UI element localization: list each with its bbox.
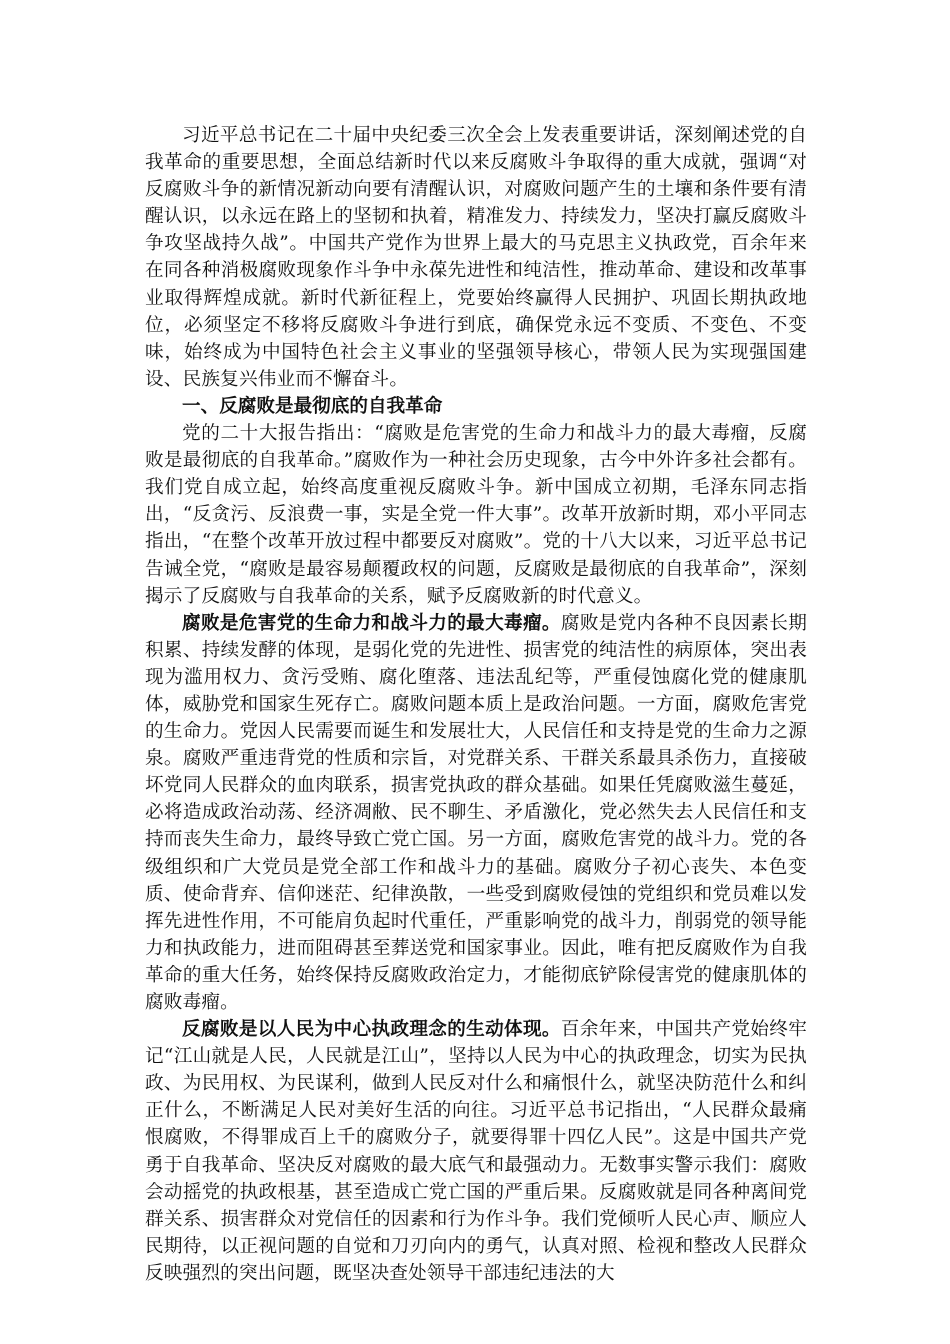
paragraph-3-lead: 反腐败是以人民为中心执政理念的生动体现。 bbox=[182, 1019, 561, 1041]
paragraph-2-lead: 腐败是危害党的生命力和战斗力的最大毒瘤。 bbox=[182, 612, 561, 634]
paragraph-3 bbox=[145, 1016, 807, 1287]
paragraph-1: 党的二十大报告指出：“腐败是危害党的生命力和战斗力的最大毒瘤，反腐败是最彻底的自我革命。”腐败作为一种社会历史现象，古今中外许多社会都有。我们党自成立起，始终高度重视反腐败斗争。新中国成立初期，毛泽东同志指出，“反贪污、反浪费一事，实是全党一件大事”。改革开放新时期，邓小平同志指出，“在整个改革开放过程中都要反对腐败”。党的十八大以来，习近平总书记告诫全党，“腐败是最容易颠覆政权的问题，反腐败是最彻底的自我革命”，深刻揭示了反腐败与自我革命的关系，赋予反腐败新的时代意义。 bbox=[145, 423, 807, 607]
intro-paragraph: 习近平总书记在二十届中央纪委三次全会上发表重要讲话，深刻阐述党的自我革命的重要思想，全面总结新时代以来反腐败斗争取得的重大成就，强调“对反腐败斗争的新情况新动向要有清醒认识，对腐败问题产生的土壤和条件要有清醒认识，以永远在路上的坚韧和执着，精准发力、持续发力，坚决打赢反腐败斗争攻坚战持久战”。中国共产党作为世界上最大的马克思主义执政党，百余年来在同各种消极腐败现象作斗争中永葆先进性和纯洁性，推动革命、建设和改革事业取得辉煌成就。新时代新征程上，党要始终赢得人民拥护、巩固长期执政地位，必须坚定不移将反腐败斗争进行到底，确保党永远不变质、不变色、不变味，始终成为中国特色社会主义事业的坚强领导核心，带领人民为实现强国建设、民族复兴伟业而不懈奋斗。 bbox=[145, 125, 807, 390]
document-page bbox=[145, 122, 807, 1287]
paragraph-2 bbox=[145, 610, 807, 1016]
paragraph-2-body: 腐败是党内各种不良因素长期积累、持续发酵的体现，是弱化党的先进性、损害党的纯洁性的病原体，突出表现为滥用权力、贪污受贿、腐化堕落、违法乱纪等，严重侵蚀腐化党的健康肌体，威胁党和国家生死存亡。腐败问题本质上是政治问题。一方面，腐败危害党的生命力。党因人民需要而诞生和发展壮大，人民信任和支持是党的生命力之源泉。腐败严重违背党的性质和宗旨，对党群关系、干群关系最具杀伤力，直接破坏党同人民群众的血肉联系，损害党执政的群众基础。如果任凭腐败滋生蔓延，必将造成政治动荡、经济凋敝、民不聊生、矛盾激化，党必然失去人民信任和支持而丧失生命力，最终导致亡党亡国。另一方面，腐败危害党的战斗力。党的各级组织和广大党员是党全部工作和战斗力的基础。腐败分子初心丧失、本色变质、使命背弃、信仰迷茫、纪律涣散，一些受到腐败侵蚀的党组织和党员难以发挥先进性作用，不可能肩负起时代重任，严重影响党的战斗力，削弱党的领导能力和执政能力，进而阻碍甚至葬送党和国家事业。因此，唯有把反腐败作为自我革命的重大任务，始终保持反腐败政治定力，才能彻底铲除侵害党的健康肌体的腐败毒瘤。 bbox=[145, 612, 807, 1013]
paragraph-3-body: 百余年来，中国共产党始终牢记“江山就是人民，人民就是江山”，坚持以人民为中心的执政理念，切实为民执政、为民用权、为民谋利，做到人民反对什么和痛恨什么，就坚决防范什么和纠正什么，不断满足人民对美好生活的向往。习近平总书记指出，“人民群众最痛恨腐败，不得罪成百上千的腐败分子，就要得罪十四亿人民”。这是中国共产党勇于自我革命、坚决反对腐败的最大底气和最强动力。无数事实警示我们：腐败会动摇党的执政根基，甚至造成亡党亡国的严重后果。反腐败就是同各种离间党群关系、损害群众对党信任的因素和行为作斗争。我们党倾听人民心声、顺应人民期待，以正视问题的自觉和刀刃向内的勇气，认真对照、检视和整改人民群众反映强烈的突出问题，既坚决查处领导干部违纪违法的大 bbox=[145, 1019, 807, 1284]
section-heading: 一、反腐败是最彻底的自我革命 bbox=[182, 395, 443, 417]
